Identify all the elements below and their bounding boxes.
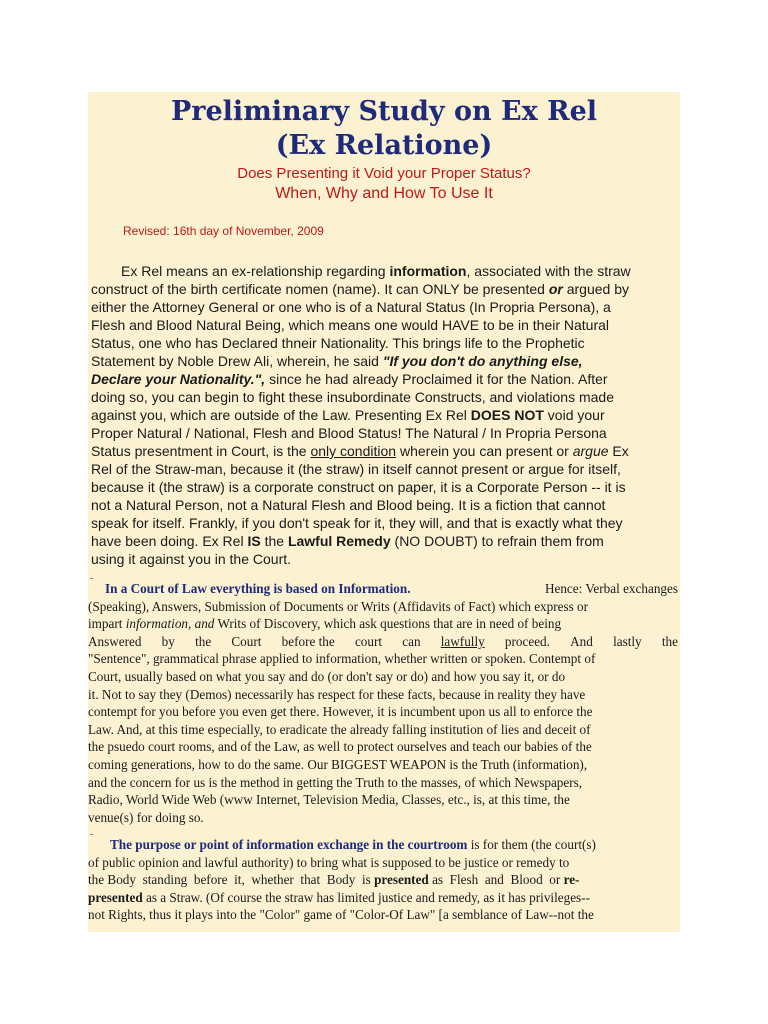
text-line: using it against you in the Court. [91, 551, 292, 567]
text-run: impart [88, 616, 126, 632]
word: And [570, 633, 593, 649]
text-line [91, 406, 677, 424]
bold-term: DOES NOT [470, 407, 544, 423]
subtitle-line1: Does Presenting it Void your Proper Status? [237, 165, 531, 182]
word: lastly [613, 633, 642, 649]
text-run: , associated with the straw [466, 263, 631, 279]
text-line: venue(s) for doing so. [88, 809, 204, 825]
text-line: not Rights, thus it plays into the "Color" game of "Color-Of Law" [a semblance of Law--not the [88, 907, 594, 923]
text-line: Status, one who has Declared thneir Nationality. This brings life to the Prophetic [91, 335, 585, 351]
text-run: Ex Rel means an ex-relationship regarding [121, 263, 390, 279]
word: Answered [88, 633, 142, 649]
subtitle-line2: When, Why and How To Use It [275, 185, 493, 202]
text-run: (NO DOUBT) to refrain them from [390, 533, 604, 549]
word: court [354, 633, 383, 649]
text-run: Ex [608, 443, 629, 459]
text-line: Radio, World Wide Web (www Internet, Television Media, Classes, etc., is, at this time, the [88, 792, 570, 808]
quote-text: Declare your Nationality.", [91, 371, 266, 387]
text-line [88, 871, 678, 889]
word: the [661, 633, 678, 649]
word: the [195, 633, 212, 649]
text-line [91, 280, 677, 298]
text-line: Court, usually based on what you say and do (or don't say or do) and how you say it, or do [88, 668, 566, 684]
bold-term: IS [247, 533, 261, 549]
bold-term: re- [563, 872, 580, 888]
text-run: Statement by Noble Drew Ali, wherein, he said [91, 353, 383, 369]
text-line [91, 370, 677, 388]
text-line [91, 262, 677, 280]
divider-mark [90, 834, 93, 835]
revised-date: Revised: 16th day of November, 2009 [123, 224, 324, 238]
text-line: Proper Natural / National, Flesh and Blood Status! The Natural / In Propria Persona [91, 425, 607, 441]
divider-mark [90, 578, 93, 579]
italic-term: argue [572, 443, 609, 459]
text-line: speak for itself. Frankly, if you don't speak for it, they will, and that is exactly what they [91, 515, 623, 531]
text-run: argued by [562, 281, 629, 297]
underlined-term: only condition [310, 443, 397, 459]
text-line: "Sentence", grammatical phrase applied to information, whether written or spoken. Contempt of [88, 651, 596, 667]
text-line [88, 580, 678, 598]
text-run: as Flesh and Blood or [428, 872, 564, 888]
text-line: not a Natural Person, not a Natural Flesh and Blood being. It is a fiction that cannot [91, 497, 606, 513]
text-line [91, 532, 677, 550]
word: proceed. [504, 633, 550, 649]
text-line: Rel of the Straw-man, because it (the straw) in itself cannot present or argue for itself, [91, 461, 621, 477]
page-title-line2: (Ex Relatione) [275, 130, 493, 161]
text-run: Status presentment in Court, is the [91, 443, 311, 459]
text-line: doing so, you can begin to fight these insubordinate Constructs, and violations made [91, 389, 614, 405]
paragraph-ex-rel-definition [91, 262, 677, 568]
text-run: the [260, 533, 288, 549]
text-run: construct of the birth certificate nomen (name). It can ONLY be presented [91, 281, 549, 297]
paragraph-purpose-of-exchange [88, 836, 678, 924]
bold-lead-text: The purpose or point of information exchange in the courtroom [110, 837, 468, 852]
text-line: Law. And, at this time especially, to eradicate the already falling institution of lies and deceit of [88, 721, 591, 737]
text-line [91, 442, 677, 460]
text-line: (Speaking), Answers, Submission of Documents or Writs (Affidavits of Fact) which express or [88, 598, 589, 614]
text-line: of public opinion and lawful authority) to bring what is supposed to be justice or remedy to [88, 854, 570, 870]
bold-italic-term: or [548, 281, 563, 297]
text-line: coming generations, how to do the same. Our BIGGEST WEAPON is the Truth (information), [88, 756, 588, 772]
bold-term: presented [88, 889, 143, 905]
text-run: against you, which are outside of the Law. Presenting Ex Rel [91, 407, 471, 423]
italic-term: information, and [125, 616, 215, 632]
text-run: is for them (the court(s) [467, 837, 596, 852]
text-line: because it (the straw) is a corporate construct on paper, it is a Corporate Person -- it is [91, 479, 626, 495]
bold-lead-text: In a Court of Law everything is based on Information. [105, 581, 411, 596]
text-run: as a Straw. (Of course the straw has limited justice and remedy, as it has privileges-- [142, 889, 590, 905]
text-line: Flesh and Blood Natural Being, which means one would HAVE to be in their Natural [91, 317, 610, 333]
text-line [91, 352, 677, 370]
bold-term: presented [374, 872, 429, 888]
word: can [402, 633, 421, 649]
underlined-word: lawfully [440, 633, 485, 649]
text-run: since he had already Proclaimed it for the Nation. After [265, 371, 608, 387]
text-line [88, 889, 678, 907]
text-line: it. Not to say they (Demos) necessarily has respect for these facts, because in reality they have [88, 686, 586, 702]
text-line: the psuedo court rooms, and of the Law, as well to protect ourselves and teach our babies of the [88, 739, 592, 755]
text-line: and the concern for us is the method in getting the Truth to the masses, of which Newspapers, [88, 774, 583, 790]
text-line [88, 615, 678, 633]
text-line [88, 836, 678, 854]
text-line: either the Attorney General or one who is of a Natural Status (In Propria Persona), a [91, 299, 611, 315]
text-run: Hence: Verbal exchanges [544, 581, 678, 596]
text-line [88, 633, 678, 651]
word: Court [231, 633, 262, 649]
paragraph-court-of-law [88, 580, 678, 826]
document-page [88, 92, 680, 932]
word: before the [281, 633, 335, 649]
text-run: the Body standing before it, whether that Body is [88, 872, 375, 888]
text-run: have been doing. Ex Rel [91, 533, 248, 549]
quote-text: "If you don't do anything else, [382, 353, 583, 369]
text-run: Writs of Discovery, which ask questions that are in need of being [214, 616, 562, 632]
page-title-line1: Preliminary Study on Ex Rel [170, 96, 598, 127]
bold-term: information [389, 263, 467, 279]
word: by [161, 633, 175, 649]
bold-term: Lawful Remedy [287, 533, 391, 549]
text-run: wherein you can present or [396, 443, 573, 459]
text-run: void your [543, 407, 605, 423]
text-line: contempt for you before you even get there. However, it is incumbent upon us all to enforce the [88, 704, 593, 720]
